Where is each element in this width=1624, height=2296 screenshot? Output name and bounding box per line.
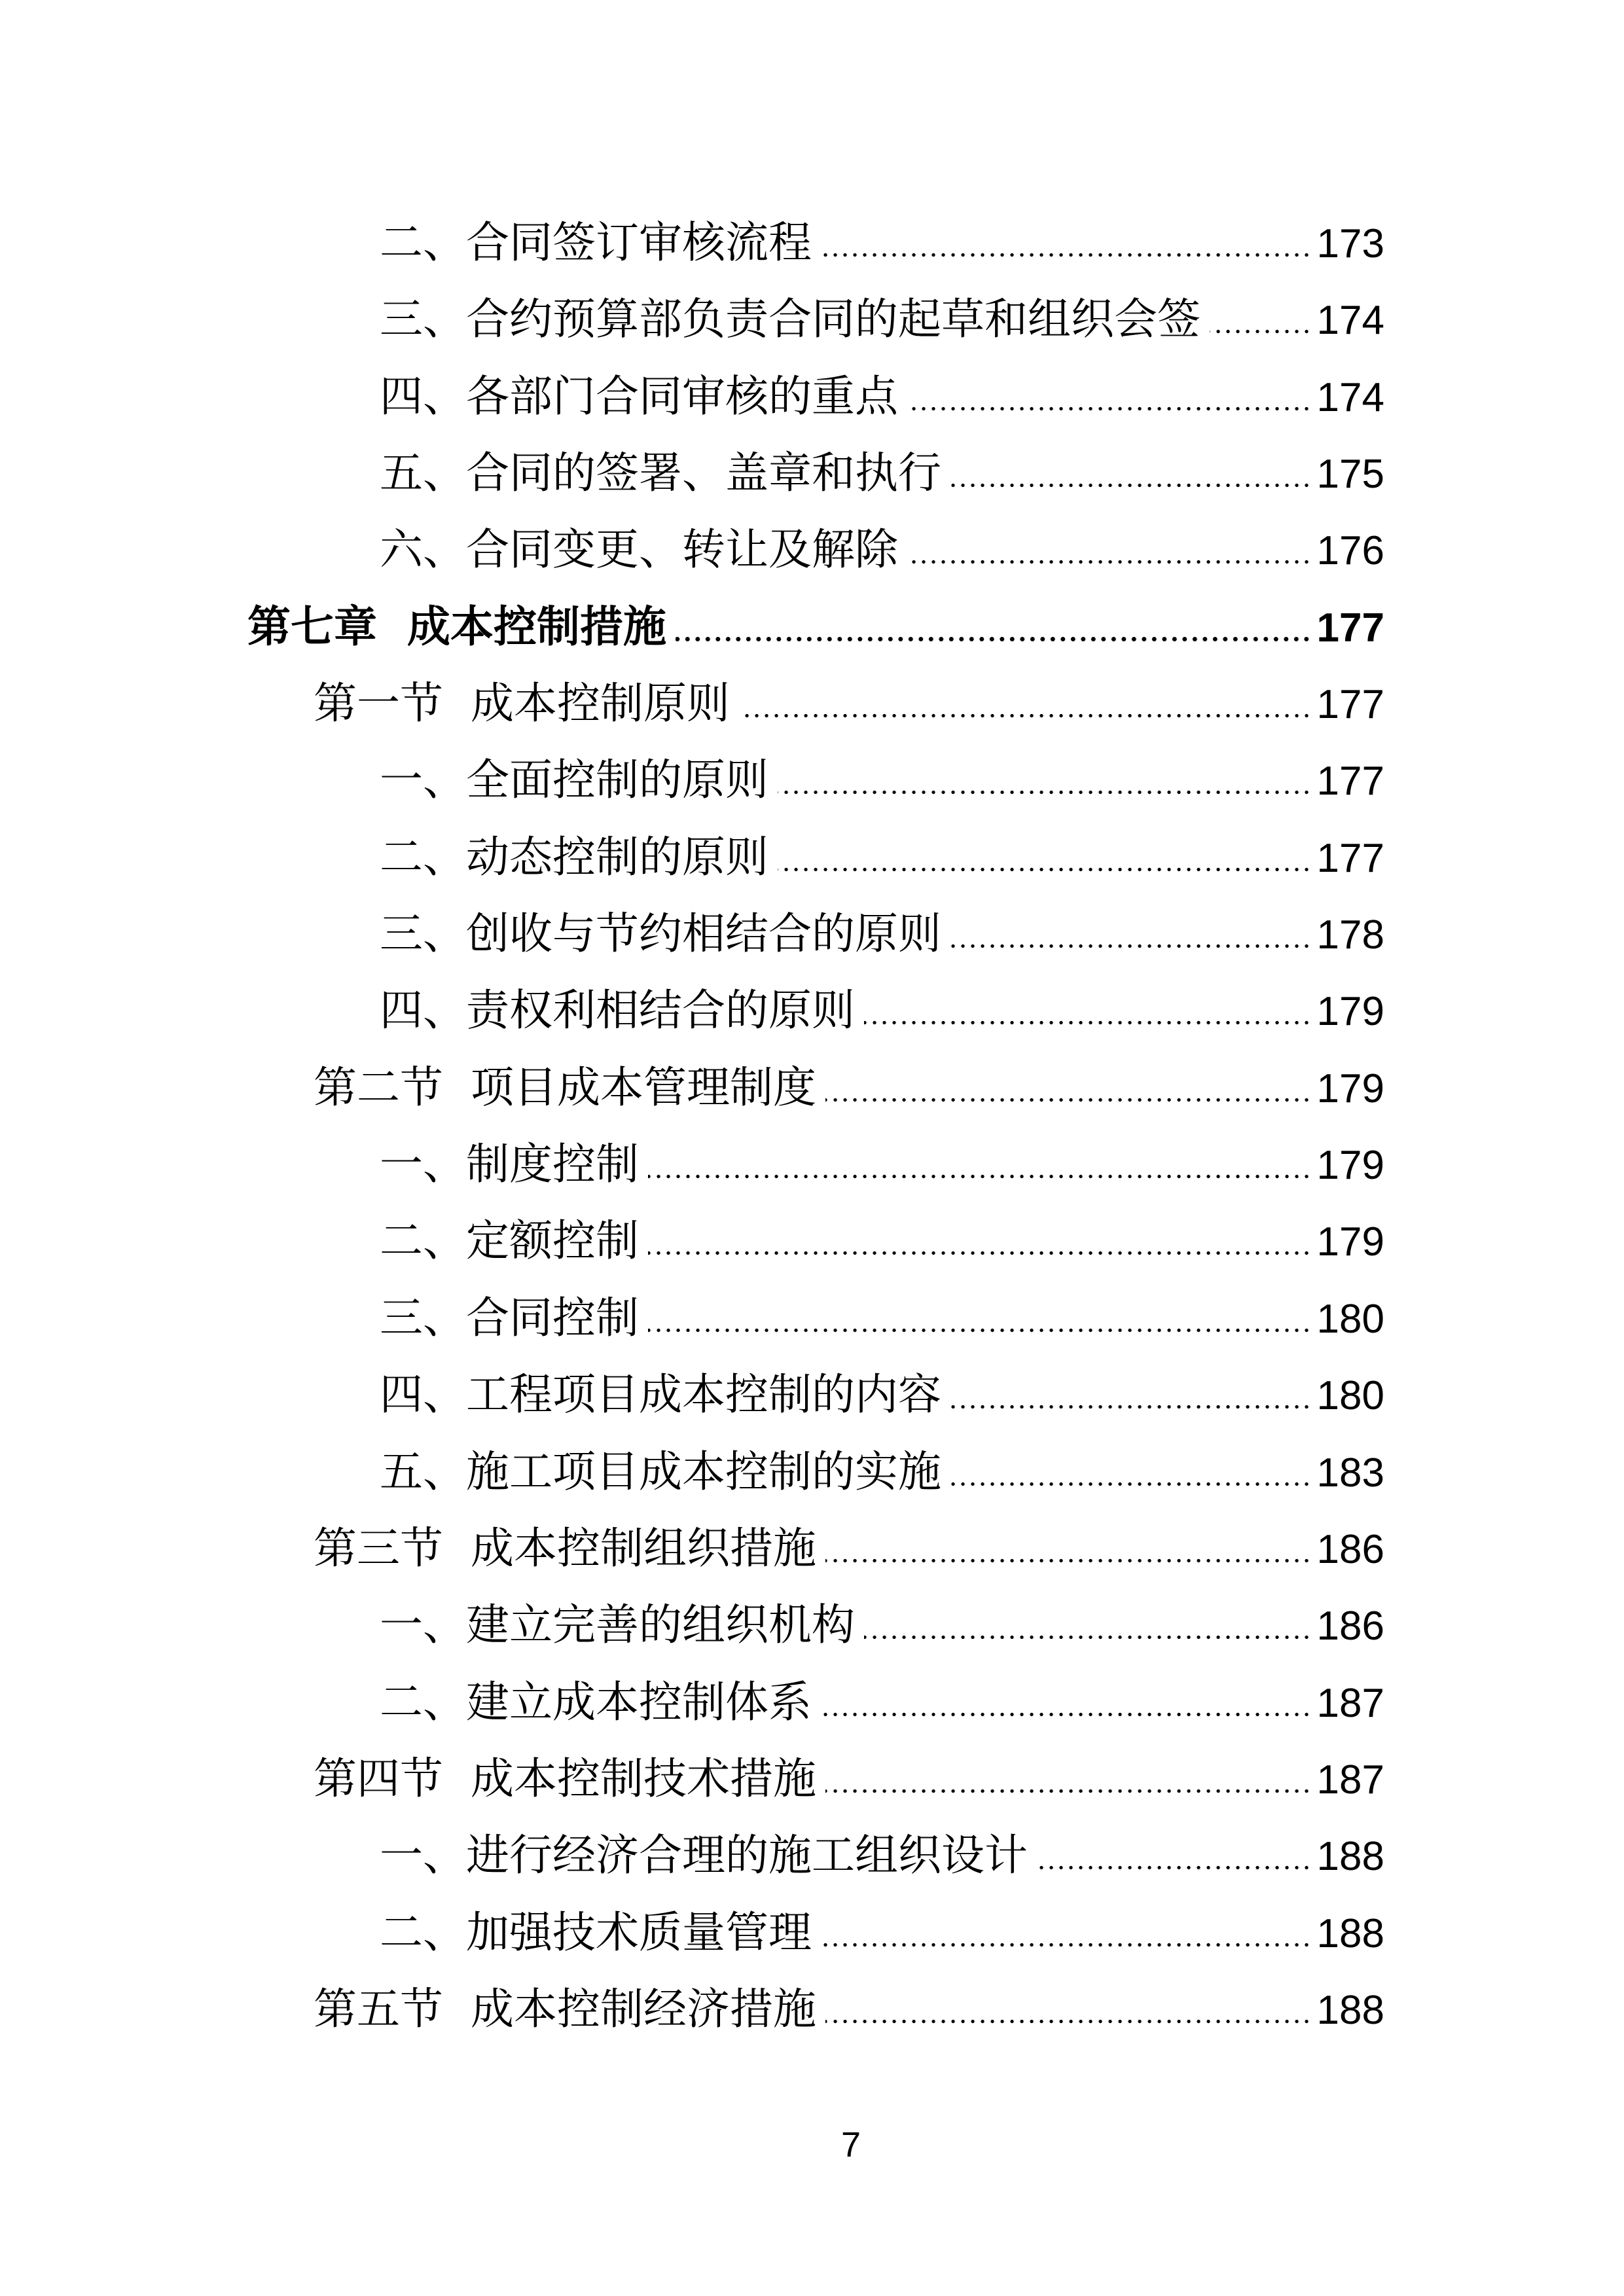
toc-entry-page-number: 186: [1316, 1604, 1384, 1649]
toc-dot-leader: [825, 1789, 1312, 1793]
toc-entry-page-number: 188: [1316, 1910, 1384, 1956]
toc-dot-leader: [821, 253, 1312, 257]
toc-entry-page-number: 188: [1316, 1987, 1384, 2033]
toc-dot-leader: [864, 1635, 1312, 1640]
toc-entry-title: 一、建立完善的组织机构: [380, 1600, 855, 1651]
toc-entry-page-number: 178: [1316, 912, 1384, 958]
toc-entry-title: 六、合同变更、转让及解除: [380, 524, 898, 575]
toc-item-entry: [247, 511, 1384, 588]
toc-entry-page-number: 175: [1316, 452, 1384, 497]
toc-item-entry: [247, 435, 1384, 511]
toc-item-entry: [247, 972, 1384, 1049]
toc-entry-page-number: 188: [1316, 1834, 1384, 1880]
toc-entry-page-number: 180: [1316, 1296, 1384, 1342]
toc-item-entry: [247, 281, 1384, 357]
toc-item-entry: [247, 1126, 1384, 1202]
toc-entry-title: 三、合同控制: [380, 1292, 639, 1343]
toc-entry-page-number: 173: [1316, 221, 1384, 266]
toc-entry-page-number: 187: [1316, 1757, 1384, 1803]
toc-dot-leader: [648, 1174, 1312, 1179]
toc-entry-title: 二、定额控制: [380, 1215, 639, 1266]
toc-dot-leader: [648, 1328, 1312, 1333]
toc-entry-title: 五、合同的签署、盖章和执行: [380, 448, 941, 499]
toc-entry-title: 四、责权利相结合的原则: [380, 985, 855, 1036]
toc-dot-leader: [778, 867, 1312, 872]
toc-entry-page-number: 186: [1316, 1526, 1384, 1572]
toc-dot-leader: [907, 406, 1312, 411]
toc-dot-leader: [907, 560, 1312, 564]
toc-dot-leader: [676, 637, 1312, 641]
toc-dot-leader: [825, 1098, 1312, 1102]
toc-dot-leader: [778, 790, 1312, 795]
toc-entry-title: 二、动态控制的原则: [380, 831, 768, 882]
toc-entry-title: 二、合同签订审核流程: [380, 217, 812, 268]
page-number: 7: [840, 2125, 861, 2164]
toc-item-entry: [247, 1280, 1384, 1356]
toc-dot-leader: [739, 713, 1312, 718]
toc-entry-page-number: 179: [1316, 1219, 1384, 1265]
toc-dot-leader: [950, 944, 1312, 948]
toc-entry-page-number: 177: [1316, 605, 1384, 651]
toc-item-entry: [247, 1817, 1384, 1893]
toc-dot-leader: [950, 483, 1312, 488]
toc-entry-page-number: 179: [1316, 989, 1384, 1035]
toc-item-entry: [247, 1202, 1384, 1279]
toc-entry-page-number: 177: [1316, 835, 1384, 881]
toc-entry-title: 三、创收与节约相结合的原则: [380, 908, 941, 960]
toc-dot-leader: [1037, 1865, 1312, 1870]
toc-dot-leader: [950, 1482, 1312, 1486]
toc-item-entry: [247, 895, 1384, 972]
toc-entry-page-number: 174: [1316, 374, 1384, 420]
toc-item-entry: [247, 1894, 1384, 1971]
toc-entry-page-number: 177: [1316, 682, 1384, 728]
toc-entry-page-number: 179: [1316, 1066, 1384, 1111]
table-of-contents: [247, 204, 1384, 2047]
toc-item-entry: [247, 819, 1384, 895]
toc-entry-title: 第三节 成本控制组织措施: [314, 1522, 816, 1573]
toc-dot-leader: [864, 1020, 1312, 1025]
toc-item-entry: [247, 742, 1384, 818]
toc-entry-title: 第五节 成本控制经济措施: [314, 1983, 816, 2034]
toc-entry-page-number: 187: [1316, 1680, 1384, 1726]
toc-entry-title: 四、各部门合同审核的重点: [380, 370, 898, 422]
toc-item-entry: [247, 1433, 1384, 1510]
toc-entry-title: 一、全面控制的原则: [380, 755, 768, 806]
toc-dot-leader: [821, 1943, 1312, 1947]
toc-entry-title: 第四节 成本控制技术措施: [314, 1753, 816, 1804]
toc-entry-title: 第二节 项目成本管理制度: [314, 1062, 816, 1113]
toc-section-entry: [247, 665, 1384, 742]
toc-entry-page-number: 176: [1316, 528, 1384, 574]
toc-item-entry: [247, 1356, 1384, 1433]
toc-section-entry: [247, 1971, 1384, 2047]
toc-entry-page-number: 183: [1316, 1450, 1384, 1496]
toc-entry-title: 一、制度控制: [380, 1139, 639, 1190]
toc-dot-leader: [1210, 329, 1312, 334]
toc-entry-title: 二、建立成本控制体系: [380, 1676, 812, 1727]
toc-dot-leader: [821, 1712, 1312, 1717]
toc-dot-leader: [825, 2019, 1312, 2024]
toc-entry-page-number: 177: [1316, 759, 1384, 804]
toc-entry-title: 第一节 成本控制原则: [314, 678, 730, 729]
toc-dot-leader: [825, 1558, 1312, 1563]
toc-item-entry: [247, 358, 1384, 435]
toc-entry-title: 第七章 成本控制措施: [247, 601, 666, 652]
toc-dot-leader: [950, 1405, 1312, 1409]
toc-section-entry: [247, 1740, 1384, 1817]
toc-entry-title: 四、工程项目成本控制的内容: [380, 1369, 941, 1420]
toc-section-entry: [247, 1049, 1384, 1126]
toc-entry-title: 三、合约预算部负责合同的起草和组织会签: [380, 294, 1200, 345]
toc-entry-title: 一、进行经济合理的施工组织设计: [380, 1830, 1028, 1881]
toc-section-entry: [247, 1510, 1384, 1587]
toc-dot-leader: [648, 1251, 1312, 1255]
toc-item-entry: [247, 1664, 1384, 1740]
toc-item-entry: [247, 1587, 1384, 1663]
toc-item-entry: [247, 204, 1384, 281]
toc-chapter-entry: [247, 588, 1384, 665]
toc-entry-page-number: 179: [1316, 1143, 1384, 1189]
toc-entry-title: 二、加强技术质量管理: [380, 1907, 812, 1958]
toc-entry-title: 五、施工项目成本控制的实施: [380, 1446, 941, 1497]
toc-entry-page-number: 180: [1316, 1373, 1384, 1419]
toc-entry-page-number: 174: [1316, 298, 1384, 344]
